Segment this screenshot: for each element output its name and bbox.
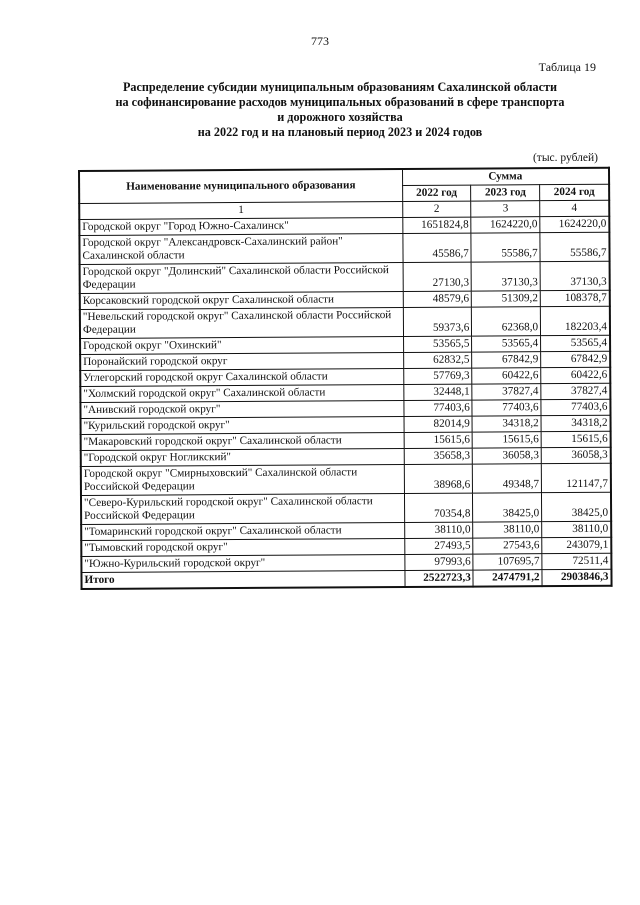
total-2022: 2522723,3 — [404, 570, 473, 587]
value-2024: 37827,4 — [541, 383, 610, 399]
municipality-name: "Макаровский городской округ" Сахалинской области — [81, 433, 404, 451]
column-number: 4 — [540, 200, 609, 216]
value-2022: 32448,1 — [403, 384, 472, 400]
municipality-name: Городской округ "Долинский" Сахалинской области Российской Федерации — [80, 263, 403, 294]
value-2023: 34318,2 — [472, 416, 541, 432]
table-row — [79, 232, 609, 264]
value-2023: 51309,2 — [472, 291, 541, 307]
value-2023: 36058,3 — [473, 448, 542, 464]
column-number: 3 — [471, 201, 540, 217]
value-2024: 37130,3 — [540, 261, 610, 290]
table-label: Таблица 19 — [538, 60, 596, 74]
municipality-name: "Северо-Курильский городской округ" Сахалинской области Российской Федерации — [81, 494, 404, 525]
value-2024: 121147,7 — [541, 463, 611, 492]
title-line: Распределение субсидии муниципальным образованиям Сахалинской области — [122, 80, 558, 94]
municipality-name: "Курильский городской округ" — [81, 417, 404, 435]
header-year-2023: 2023 год — [471, 185, 540, 201]
municipality-name: Городской округ "Александровск-Сахалинский район" Сахалинской области — [79, 234, 402, 265]
value-2022: 38110,0 — [404, 522, 473, 538]
value-2023: 53565,4 — [472, 336, 541, 352]
value-2023: 37130,3 — [471, 262, 540, 291]
document-title — [80, 80, 600, 140]
table-body — [79, 216, 611, 572]
column-number: 2 — [402, 201, 471, 217]
value-2024: 55586,7 — [540, 232, 610, 261]
value-2023: 27543,6 — [473, 538, 542, 554]
municipality-name: Поронайский городской округ — [80, 353, 403, 371]
value-2023: 67842,9 — [472, 352, 541, 368]
value-2022: 45586,7 — [402, 233, 471, 262]
municipality-name: "Анивский городской округ" — [80, 401, 403, 419]
value-2022: 27130,3 — [403, 262, 472, 291]
value-2022: 1651824,8 — [402, 217, 471, 233]
value-2024: 15615,6 — [541, 431, 610, 447]
municipality-name: "Холмский городской округ" Сахалинской области — [80, 385, 403, 403]
value-2023: 1624220,0 — [471, 217, 540, 233]
subsidy-table — [78, 167, 613, 590]
unit-label: (тыс. рублей) — [532, 152, 598, 164]
value-2022: 62832,5 — [403, 352, 472, 368]
value-2024: 60422,6 — [541, 367, 610, 383]
value-2023: 38425,0 — [473, 493, 542, 522]
value-2024: 53565,4 — [541, 335, 610, 351]
value-2023: 77403,6 — [472, 400, 541, 416]
value-2024: 72511,4 — [542, 553, 611, 569]
value-2024: 67842,9 — [541, 351, 610, 367]
value-2023: 62368,0 — [472, 307, 541, 336]
value-2022: 82014,9 — [404, 416, 473, 432]
title-line: на софинансирование расходов муниципальных образований в сфере транспорта — [115, 95, 565, 109]
total-row — [81, 569, 611, 589]
value-2023: 49348,7 — [473, 464, 542, 493]
page-number: 773 — [311, 34, 329, 48]
municipality-name: Городской округ "Смирныховский" Сахалинской области Российской Федерации — [81, 465, 404, 496]
value-2023: 107695,7 — [473, 554, 542, 570]
total-label: Итого — [81, 571, 404, 589]
value-2022: 53565,5 — [403, 336, 472, 352]
title-line: на 2022 год и на плановый период 2023 и 2024 годов — [197, 125, 483, 139]
value-2024: 38425,0 — [542, 492, 612, 521]
value-2022: 77403,6 — [403, 400, 472, 416]
value-2024: 243079,1 — [542, 537, 611, 553]
header-year-2022: 2022 год — [402, 185, 471, 201]
value-2023: 38110,0 — [473, 522, 542, 538]
table-row — [80, 261, 610, 293]
header-year-2024: 2024 год — [540, 184, 609, 200]
municipality-name: "Невельский городской округ" Сахалинской области Российской Федерации — [80, 308, 403, 339]
value-2024: 36058,3 — [541, 447, 610, 463]
municipality-name: "Городской округ Ногликский" — [81, 449, 404, 467]
municipality-name: Городской округ "Охинский" — [80, 337, 403, 355]
value-2022: 38968,6 — [404, 464, 473, 493]
municipality-name: Городской округ "Город Южно-Сахалинск" — [79, 218, 402, 236]
value-2024: 34318,2 — [541, 415, 610, 431]
table-row — [80, 306, 610, 338]
municipality-name: Корсаковский городской округ Сахалинской области — [80, 292, 403, 310]
value-2024: 38110,0 — [542, 521, 611, 537]
value-2024: 182203,4 — [540, 306, 610, 335]
value-2022: 97993,6 — [404, 554, 473, 570]
municipality-name: "Томаринский городской округ" Сахалинской области — [81, 523, 404, 541]
municipality-name: "Южно-Курильский городской округ" — [81, 555, 404, 573]
total-2024: 2903846,3 — [542, 569, 611, 586]
value-2022: 48579,6 — [403, 291, 472, 307]
value-2023: 37827,4 — [472, 384, 541, 400]
value-2022: 27493,5 — [404, 538, 473, 554]
value-2023: 15615,6 — [472, 432, 541, 448]
value-2024: 77403,6 — [541, 399, 610, 415]
value-2022: 15615,6 — [404, 432, 473, 448]
value-2022: 59373,6 — [403, 307, 472, 336]
value-2023: 55586,7 — [471, 233, 540, 262]
title-line: и дорожного хозяйства — [277, 110, 403, 124]
total-2023: 2474791,2 — [473, 570, 542, 587]
header-name: Наименование муниципального образования — [79, 169, 402, 203]
value-2024: 108378,7 — [540, 290, 609, 306]
table-row — [81, 463, 611, 495]
column-number: 1 — [79, 202, 402, 220]
value-2022: 70354,8 — [404, 493, 473, 522]
value-2024: 1624220,0 — [540, 216, 609, 232]
municipality-name: "Тымовский городской округ" — [81, 539, 404, 557]
header-sum: Сумма — [402, 168, 609, 186]
value-2022: 35658,3 — [404, 448, 473, 464]
table-row — [81, 492, 611, 524]
value-2022: 57769,3 — [403, 368, 472, 384]
value-2023: 60422,6 — [472, 368, 541, 384]
municipality-name: Углегорский городской округ Сахалинской области — [80, 369, 403, 387]
